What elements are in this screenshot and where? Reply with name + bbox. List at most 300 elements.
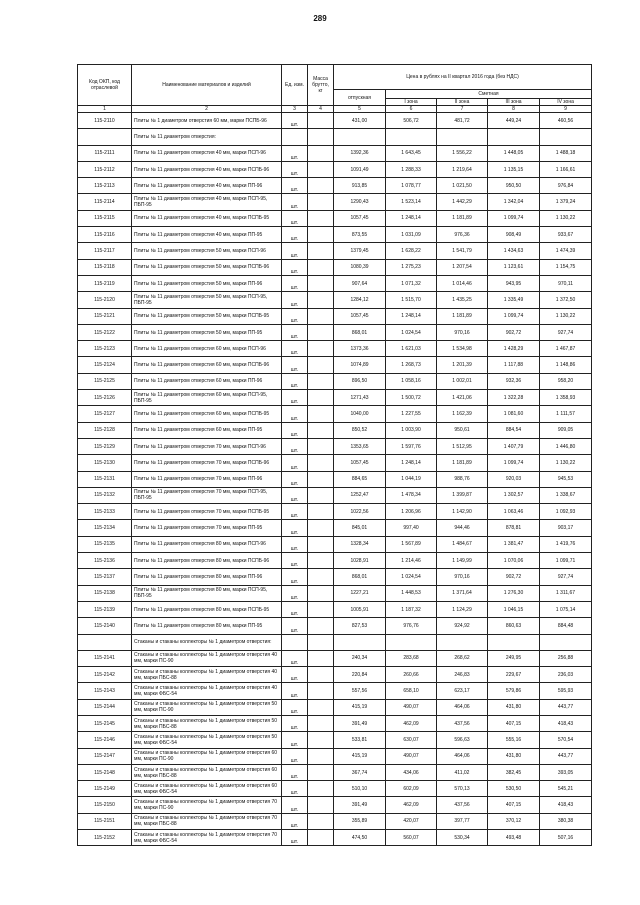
row-code: 115-2130: [78, 455, 132, 471]
row-name: Плиты № 11 диаметром отверстия 50 мм, марки ПП-95: [132, 324, 282, 340]
row-release-price: 1227,21: [334, 585, 386, 601]
header-unit: Ед. изм.: [282, 65, 308, 106]
row-zone2-price: 268,62: [437, 650, 488, 666]
row-name: Плиты № 11 диаметром отверстия 50 мм, марки ПП-96: [132, 275, 282, 291]
row-unit: шт.: [282, 650, 308, 666]
row-code: 115-2124: [78, 357, 132, 373]
row-zone4-price: 1 419,76: [540, 536, 592, 552]
table-row: [78, 357, 592, 373]
row-zone4-price: 1 130,22: [540, 455, 592, 471]
row-unit: шт.: [282, 487, 308, 503]
row-zone3-price: 1 135,15: [488, 161, 540, 177]
row-code: 115-2114: [78, 194, 132, 210]
row-name: Стаканы и стаканы коллекторы № 1 диаметром отверстия 40 мм, марки ПБС-88: [132, 667, 282, 683]
row-release-price: 1022,56: [334, 504, 386, 520]
table-row: [78, 764, 592, 780]
row-zone4-price: 970,11: [540, 275, 592, 291]
row-zone2-price: 1 541,79: [437, 243, 488, 259]
row-zone3-price: 902,72: [488, 324, 540, 340]
row-zone4-price: 1 358,93: [540, 390, 592, 406]
row-name: Стаканы и стаканы коллекторы № 1 диаметром отверстия 70 мм, марки ФБС-54: [132, 830, 282, 846]
row-mass: [308, 585, 334, 601]
row-mass: [308, 210, 334, 226]
row-zone3-price: 407,15: [488, 715, 540, 731]
row-release-price: 1284,12: [334, 292, 386, 308]
table-row: [78, 732, 592, 748]
row-mass: [308, 569, 334, 585]
row-zone2-price: 1 142,90: [437, 504, 488, 520]
row-zone1-price: 1 206,96: [386, 504, 437, 520]
table-row: [78, 324, 592, 340]
row-mass: [308, 487, 334, 503]
row-zone2-price: 530,34: [437, 830, 488, 846]
row-zone2-price: 1 219,64: [437, 161, 488, 177]
row-code: 115-2150: [78, 797, 132, 813]
row-release-price: 1353,65: [334, 438, 386, 454]
row-zone2-price: 1 207,54: [437, 259, 488, 275]
row-zone1-price: 560,07: [386, 830, 437, 846]
column-number: 8: [488, 106, 540, 113]
row-zone3-price: 902,72: [488, 569, 540, 585]
row-unit: шт.: [282, 667, 308, 683]
row-release-price: 1373,36: [334, 341, 386, 357]
row-mass: [308, 732, 334, 748]
row-code: 115-2146: [78, 732, 132, 748]
row-zone2-price: 1 181,89: [437, 455, 488, 471]
row-code: 115-2117: [78, 243, 132, 259]
row-zone1-price: 1 044,19: [386, 471, 437, 487]
row-mass: [308, 308, 334, 324]
column-number: 1: [78, 106, 132, 113]
row-release-price: 1057,45: [334, 308, 386, 324]
row-zone4-price: 1 166,61: [540, 161, 592, 177]
row-zone3-price: 449,24: [488, 113, 540, 129]
row-zone2-price: 1 484,67: [437, 536, 488, 552]
row-name: Стаканы и стаканы коллекторы № 1 диаметром отверстия 50 мм, марки ПС-90: [132, 699, 282, 715]
table-body: [78, 113, 592, 846]
row-zone1-price: 1 248,14: [386, 455, 437, 471]
row-code: 115-2147: [78, 748, 132, 764]
row-zone1-price: 630,07: [386, 732, 437, 748]
header-price: Цена в рублях на II квартал 2016 года (без НДС): [334, 65, 592, 90]
column-number: 4: [308, 106, 334, 113]
row-mass: [308, 161, 334, 177]
row-zone1-price: 658,10: [386, 683, 437, 699]
row-zone1-price: 1 078,77: [386, 178, 437, 194]
table-row: [78, 683, 592, 699]
table-row: [78, 259, 592, 275]
row-name: Плиты № 11 диаметром отверстия 80 мм, марки ПСП-96: [132, 536, 282, 552]
row-code: 115-2141: [78, 650, 132, 666]
row-zone1-price: 506,72: [386, 113, 437, 129]
row-zone2-price: 596,63: [437, 732, 488, 748]
row-zone4-price: 1 130,22: [540, 308, 592, 324]
row-release-price: 1005,91: [334, 601, 386, 617]
row-name: Плиты № 11 диаметром отверстия:: [132, 129, 282, 145]
row-zone2-price: [437, 129, 488, 145]
row-code: 115-2123: [78, 341, 132, 357]
table-row: [78, 797, 592, 813]
row-zone1-price: 434,06: [386, 764, 437, 780]
row-zone4-price: 1 446,80: [540, 438, 592, 454]
row-zone3-price: 884,54: [488, 422, 540, 438]
column-number: 3: [282, 106, 308, 113]
table-row: [78, 292, 592, 308]
row-mass: [308, 830, 334, 846]
row-zone2-price: 464,06: [437, 699, 488, 715]
row-code: 115-2137: [78, 569, 132, 585]
row-release-price: 1290,43: [334, 194, 386, 210]
row-zone2-price: 944,46: [437, 520, 488, 536]
row-mass: [308, 683, 334, 699]
column-number: 2: [132, 106, 282, 113]
row-unit: шт.: [282, 830, 308, 846]
row-name: Плиты № 11 диаметром отверстия 70 мм, марки ПСПБ-96: [132, 455, 282, 471]
row-release-price: 1057,45: [334, 210, 386, 226]
row-zone1-price: 1 567,89: [386, 536, 437, 552]
row-zone1-price: 462,09: [386, 797, 437, 813]
row-name: Плиты № 11 диаметром отверстия 70 мм, марки ПП-96: [132, 471, 282, 487]
table-row: [78, 210, 592, 226]
row-zone1-price: 1 031,09: [386, 227, 437, 243]
row-zone2-price: 1 435,25: [437, 292, 488, 308]
table-row: [78, 422, 592, 438]
row-name: Плиты № 11 диаметром отверстия 70 мм, марки ПСП-96: [132, 438, 282, 454]
row-name: Стаканы и стаканы коллекторы № 1 диаметром отверстия 50 мм, марки ФБС-54: [132, 732, 282, 748]
row-code: 115-2142: [78, 667, 132, 683]
row-name: Стаканы и стаканы коллекторы № 1 диаметром отверстия:: [132, 634, 282, 650]
header-zone: III зона: [488, 99, 540, 106]
row-zone4-price: 393,05: [540, 764, 592, 780]
row-mass: [308, 781, 334, 797]
row-zone1-price: 1 187,32: [386, 601, 437, 617]
row-code: 115-2129: [78, 438, 132, 454]
table-row: [78, 178, 592, 194]
header-mass: Масса брутто, кг: [308, 65, 334, 106]
row-unit: шт.: [282, 324, 308, 340]
row-mass: [308, 422, 334, 438]
row-zone1-price: 420,07: [386, 813, 437, 829]
row-zone4-price: 1 075,14: [540, 601, 592, 617]
row-zone3-price: 530,50: [488, 781, 540, 797]
row-release-price: 850,52: [334, 422, 386, 438]
table-row: [78, 667, 592, 683]
row-code: 115-2135: [78, 536, 132, 552]
row-zone2-price: 988,76: [437, 471, 488, 487]
row-unit: шт.: [282, 243, 308, 259]
row-zone1-price: 1 628,22: [386, 243, 437, 259]
row-zone3-price: 1 099,74: [488, 308, 540, 324]
row-zone2-price: 437,56: [437, 715, 488, 731]
row-zone2-price: 411,02: [437, 764, 488, 780]
table-row: [78, 275, 592, 291]
row-zone3-price: 1 070,06: [488, 553, 540, 569]
row-code: 115-2111: [78, 145, 132, 161]
row-release-price: 391,49: [334, 715, 386, 731]
row-release-price: [334, 129, 386, 145]
row-unit: шт.: [282, 210, 308, 226]
table-row: [78, 341, 592, 357]
row-name: Плиты № 11 диаметром отверстия 50 мм, марки ПСПБ-96: [132, 259, 282, 275]
row-name: Стаканы и стаканы коллекторы № 1 диаметром отверстия 60 мм, марки ПБС-88: [132, 764, 282, 780]
row-zone1-price: 1 024,54: [386, 324, 437, 340]
row-unit: шт.: [282, 275, 308, 291]
row-unit: шт.: [282, 618, 308, 634]
row-release-price: 873,55: [334, 227, 386, 243]
row-code: 115-2152: [78, 830, 132, 846]
row-zone4-price: 256,88: [540, 650, 592, 666]
row-zone4-price: 507,16: [540, 830, 592, 846]
row-mass: [308, 373, 334, 389]
row-unit: шт.: [282, 455, 308, 471]
row-name: Плиты № 1 диаметром отверстия 60 мм, марки ПСПБ-96: [132, 113, 282, 129]
table-row: [78, 390, 592, 406]
row-code: 115-2149: [78, 781, 132, 797]
row-code: 115-2134: [78, 520, 132, 536]
table-row: [78, 487, 592, 503]
row-zone1-price: [386, 129, 437, 145]
row-unit: шт.: [282, 422, 308, 438]
header-name: Наименование материалов и изделий: [132, 65, 282, 106]
row-zone3-price: 932,36: [488, 373, 540, 389]
row-zone3-price: 1 081,60: [488, 406, 540, 422]
row-zone4-price: 418,43: [540, 797, 592, 813]
row-code: 115-2148: [78, 764, 132, 780]
row-name: Плиты № 11 диаметром отверстия 80 мм, марки ПП-96: [132, 569, 282, 585]
row-release-price: 240,34: [334, 650, 386, 666]
row-code: 115-2112: [78, 161, 132, 177]
row-zone4-price: [540, 634, 592, 650]
row-release-price: 557,56: [334, 683, 386, 699]
row-mass: [308, 275, 334, 291]
row-code: 115-2125: [78, 373, 132, 389]
row-name: Плиты № 11 диаметром отверстия 40 мм, марки ПП-95: [132, 227, 282, 243]
row-zone4-price: 236,03: [540, 667, 592, 683]
table-row: [78, 129, 592, 145]
row-zone2-price: 970,16: [437, 569, 488, 585]
row-zone3-price: 431,80: [488, 748, 540, 764]
row-name: Плиты № 11 диаметром отверстия 50 мм, марки ПСПБ-95: [132, 308, 282, 324]
row-mass: [308, 292, 334, 308]
row-code: 115-2151: [78, 813, 132, 829]
row-mass: [308, 455, 334, 471]
row-zone4-price: 903,17: [540, 520, 592, 536]
row-code: 115-2121: [78, 308, 132, 324]
row-mass: [308, 553, 334, 569]
row-zone3-price: 1 117,88: [488, 357, 540, 373]
table-row: [78, 373, 592, 389]
row-zone4-price: 1 311,67: [540, 585, 592, 601]
row-zone1-price: 997,40: [386, 520, 437, 536]
row-name: Плиты № 11 диаметром отверстия 40 мм, марки ПСПБ-95: [132, 210, 282, 226]
row-zone1-price: 1 448,53: [386, 585, 437, 601]
row-mass: [308, 504, 334, 520]
row-mass: [308, 406, 334, 422]
table-row: [78, 227, 592, 243]
row-zone2-price: 623,17: [437, 683, 488, 699]
row-mass: [308, 259, 334, 275]
row-mass: [308, 227, 334, 243]
row-release-price: 1074,89: [334, 357, 386, 373]
row-release-price: 1040,00: [334, 406, 386, 422]
row-release-price: 868,01: [334, 324, 386, 340]
row-mass: [308, 667, 334, 683]
row-name: Плиты № 11 диаметром отверстия 60 мм, марки ПСП-95, ПБП-95: [132, 390, 282, 406]
header-estimate: Сметная: [386, 90, 592, 99]
row-zone1-price: 1 071,32: [386, 275, 437, 291]
table-row: [78, 618, 592, 634]
row-unit: шт.: [282, 764, 308, 780]
row-name: Плиты № 11 диаметром отверстия 80 мм, марки ПСПБ-95: [132, 601, 282, 617]
row-zone4-price: 418,43: [540, 715, 592, 731]
row-name: Плиты № 11 диаметром отверстия 40 мм, марки ПСП-95, ПБП-95: [132, 194, 282, 210]
row-zone4-price: 460,56: [540, 113, 592, 129]
row-zone2-price: 1 181,89: [437, 308, 488, 324]
row-zone3-price: 1 302,57: [488, 487, 540, 503]
row-release-price: 391,49: [334, 797, 386, 813]
row-zone2-price: 1 371,64: [437, 585, 488, 601]
row-code: 115-2140: [78, 618, 132, 634]
row-release-price: 907,64: [334, 275, 386, 291]
row-zone2-price: 924,92: [437, 618, 488, 634]
row-release-price: 913,85: [334, 178, 386, 194]
row-code: 115-2132: [78, 487, 132, 503]
row-zone2-price: 1 162,39: [437, 406, 488, 422]
table-row: [78, 194, 592, 210]
row-unit: шт.: [282, 715, 308, 731]
row-unit: шт.: [282, 585, 308, 601]
row-name: Плиты № 11 диаметром отверстия 50 мм, марки ПСП-96: [132, 243, 282, 259]
row-zone3-price: 493,48: [488, 830, 540, 846]
row-zone4-price: 1 154,75: [540, 259, 592, 275]
row-zone4-price: 909,05: [540, 422, 592, 438]
row-zone2-price: 970,16: [437, 324, 488, 340]
row-mass: [308, 178, 334, 194]
row-code: 115-2116: [78, 227, 132, 243]
row-mass: [308, 748, 334, 764]
row-unit: шт.: [282, 178, 308, 194]
row-unit: шт.: [282, 471, 308, 487]
row-mass: [308, 324, 334, 340]
row-zone2-price: 1 442,29: [437, 194, 488, 210]
row-release-price: 1252,47: [334, 487, 386, 503]
row-zone1-price: 976,76: [386, 618, 437, 634]
row-name: Плиты № 11 диаметром отверстия 40 мм, марки ПП-96: [132, 178, 282, 194]
row-name: Стаканы и стаканы коллекторы № 1 диаметром отверстия 70 мм, марки ПС-90: [132, 797, 282, 813]
row-zone4-price: 443,77: [540, 748, 592, 764]
row-release-price: 896,50: [334, 373, 386, 389]
row-release-price: 1379,45: [334, 243, 386, 259]
row-zone2-price: [437, 634, 488, 650]
row-zone1-price: 1 024,54: [386, 569, 437, 585]
table-row: [78, 471, 592, 487]
row-unit: шт.: [282, 373, 308, 389]
row-unit: шт.: [282, 341, 308, 357]
row-zone3-price: 229,67: [488, 667, 540, 683]
row-unit: шт.: [282, 357, 308, 373]
row-name: Плиты № 11 диаметром отверстия 60 мм, марки ПСПБ-96: [132, 357, 282, 373]
row-zone3-price: [488, 634, 540, 650]
row-unit: шт.: [282, 536, 308, 552]
row-zone2-price: 246,83: [437, 667, 488, 683]
row-mass: [308, 715, 334, 731]
row-name: Плиты № 11 диаметром отверстия 40 мм, марки ПСПБ-96: [132, 161, 282, 177]
row-zone1-price: 1 288,33: [386, 161, 437, 177]
row-zone4-price: 933,67: [540, 227, 592, 243]
row-zone4-price: 1 372,50: [540, 292, 592, 308]
row-zone3-price: 1 428,29: [488, 341, 540, 357]
row-zone4-price: 380,38: [540, 813, 592, 829]
table-row: [78, 145, 592, 161]
row-zone1-price: [386, 634, 437, 650]
row-code: 115-2126: [78, 390, 132, 406]
row-unit: шт.: [282, 504, 308, 520]
row-unit: шт.: [282, 813, 308, 829]
row-unit: шт.: [282, 569, 308, 585]
column-number: 6: [386, 106, 437, 113]
row-code: 115-2133: [78, 504, 132, 520]
row-release-price: 415,19: [334, 699, 386, 715]
row-code: 115-2143: [78, 683, 132, 699]
row-release-price: 431,00: [334, 113, 386, 129]
row-code: 115-2120: [78, 292, 132, 308]
row-release-price: 474,50: [334, 830, 386, 846]
row-zone3-price: 555,16: [488, 732, 540, 748]
row-zone1-price: 283,68: [386, 650, 437, 666]
row-name: Стаканы и стаканы коллекторы № 1 диаметром отверстия 60 мм, марки ФБС-54: [132, 781, 282, 797]
row-zone4-price: 958,20: [540, 373, 592, 389]
row-zone1-price: 1 478,34: [386, 487, 437, 503]
row-zone1-price: 1 597,76: [386, 438, 437, 454]
table-row: [78, 781, 592, 797]
row-name: Плиты № 11 диаметром отверстия 70 мм, марки ПСП-95, ПБП-95: [132, 487, 282, 503]
row-zone3-price: 1 276,30: [488, 585, 540, 601]
row-mass: [308, 601, 334, 617]
row-unit: шт.: [282, 520, 308, 536]
row-zone3-price: 950,50: [488, 178, 540, 194]
row-zone4-price: 1 488,18: [540, 145, 592, 161]
row-zone1-price: 1 003,90: [386, 422, 437, 438]
row-name: Стаканы и стаканы коллекторы № 1 диаметром отверстия 60 мм, марки ПС-90: [132, 748, 282, 764]
row-zone4-price: 884,48: [540, 618, 592, 634]
row-zone1-price: 1 500,72: [386, 390, 437, 406]
table-row: [78, 113, 592, 129]
row-code: [78, 129, 132, 145]
row-zone1-price: 260,66: [386, 667, 437, 683]
row-name: Плиты № 11 диаметром отверстия 80 мм, марки ПСПБ-96: [132, 553, 282, 569]
row-mass: [308, 764, 334, 780]
row-unit: шт.: [282, 699, 308, 715]
row-zone3-price: 579,86: [488, 683, 540, 699]
row-zone2-price: 397,77: [437, 813, 488, 829]
row-unit: шт.: [282, 601, 308, 617]
row-code: 115-2113: [78, 178, 132, 194]
table-row: [78, 504, 592, 520]
table-row: [78, 699, 592, 715]
table-row: [78, 569, 592, 585]
row-unit: шт.: [282, 227, 308, 243]
table-row: [78, 438, 592, 454]
header-release: отпускная: [334, 90, 386, 106]
row-zone4-price: 545,21: [540, 781, 592, 797]
row-zone1-price: 602,09: [386, 781, 437, 797]
row-release-price: 1271,43: [334, 390, 386, 406]
row-unit: шт.: [282, 748, 308, 764]
row-zone1-price: 462,09: [386, 715, 437, 731]
row-release-price: 827,53: [334, 618, 386, 634]
row-zone1-price: 1 214,46: [386, 553, 437, 569]
row-zone1-price: 1 268,73: [386, 357, 437, 373]
